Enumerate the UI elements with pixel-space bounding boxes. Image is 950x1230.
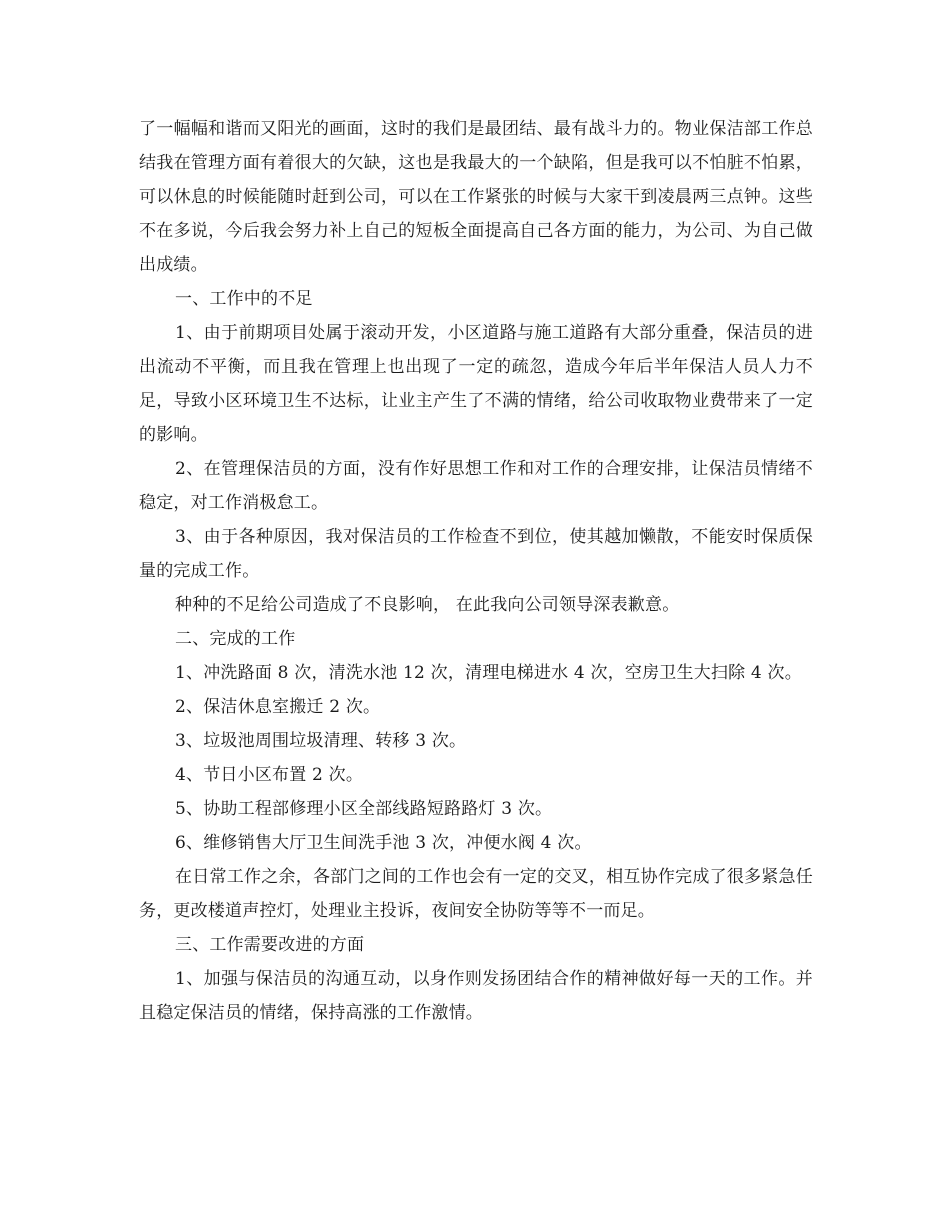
paragraph-apology: 种种的不足给公司造成了不良影响， 在此我向公司领导深表歉意。	[175, 595, 680, 615]
heading-completed-work: 二、完成的工作	[175, 629, 296, 649]
paragraph-shortcoming-2: 2、在管理保洁员的方面，没有作好思想工作和对工作的合理安排，让保洁员情绪不稳定，对工作消极怠工。	[139, 459, 813, 513]
heading-shortcomings: 一、工作中的不足	[175, 289, 313, 309]
heading-improvements: 三、工作需要改进的方面	[175, 935, 365, 955]
list-item-completed-6: 6、维修销售大厅卫生间洗手池 3 次，冲便水阀 4 次。	[175, 833, 592, 853]
list-item-completed-4: 4、节日小区布置 2 次。	[175, 765, 364, 785]
paragraph-shortcoming-3: 3、由于各种原因，我对保洁员的工作检查不到位，使其越加懒散，不能安时保质保量的完成工作。	[139, 527, 813, 581]
list-item-completed-2: 2、保洁休息室搬迁 2 次。	[175, 697, 381, 717]
paragraph-continuation: 了一幅幅和谐而又阳光的画面，这时的我们是最团结、最有战斗力的。物业保洁部工作总结我在管理方面有着很大的欠缺，这也是我最大的一个缺陷，但是我可以不怕脏不怕累，可以休息的时候能随时赶到公司，可以在工作紧张的时候与大家干到凌晨两三点钟。这些不在多说，今后我会努力补上自己的短板全面提高自己各方面的能力，为公司、为自己做出成绩。	[139, 119, 813, 275]
list-item-completed-1: 1、冲洗路面 8 次，清洗水池 12 次，清理电梯进水 4 次，空房卫生大扫除 4 次。	[175, 663, 802, 683]
document-body	[139, 112, 813, 1030]
list-item-completed-3: 3、垃圾池周围垃圾清理、转移 3 次。	[175, 731, 467, 751]
paragraph-improvement-1: 1、加强与保洁员的沟通互动，以身作则发扬团结合作的精神做好每一天的工作。并且稳定保洁员的情绪，保持高涨的工作激情。	[139, 969, 813, 1023]
list-item-completed-5: 5、协助工程部修理小区全部线路短路路灯 3 次。	[175, 799, 553, 819]
paragraph-cooperation: 在日常工作之余，各部门之间的工作也会有一定的交叉，相互协作完成了很多紧急任务，更改楼道声控灯，处理业主投诉，夜间安全协防等等不一而足。	[139, 867, 813, 921]
paragraph-shortcoming-1: 1、由于前期项目处属于滚动开发，小区道路与施工道路有大部分重叠，保洁员的进出流动不平衡，而且我在管理上也出现了一定的疏忽，造成今年后半年保洁人员人力不足，导致小区环境卫生不达标，让业主产生了不满的情绪，给公司收取物业费带来了一定的影响。	[139, 323, 813, 445]
